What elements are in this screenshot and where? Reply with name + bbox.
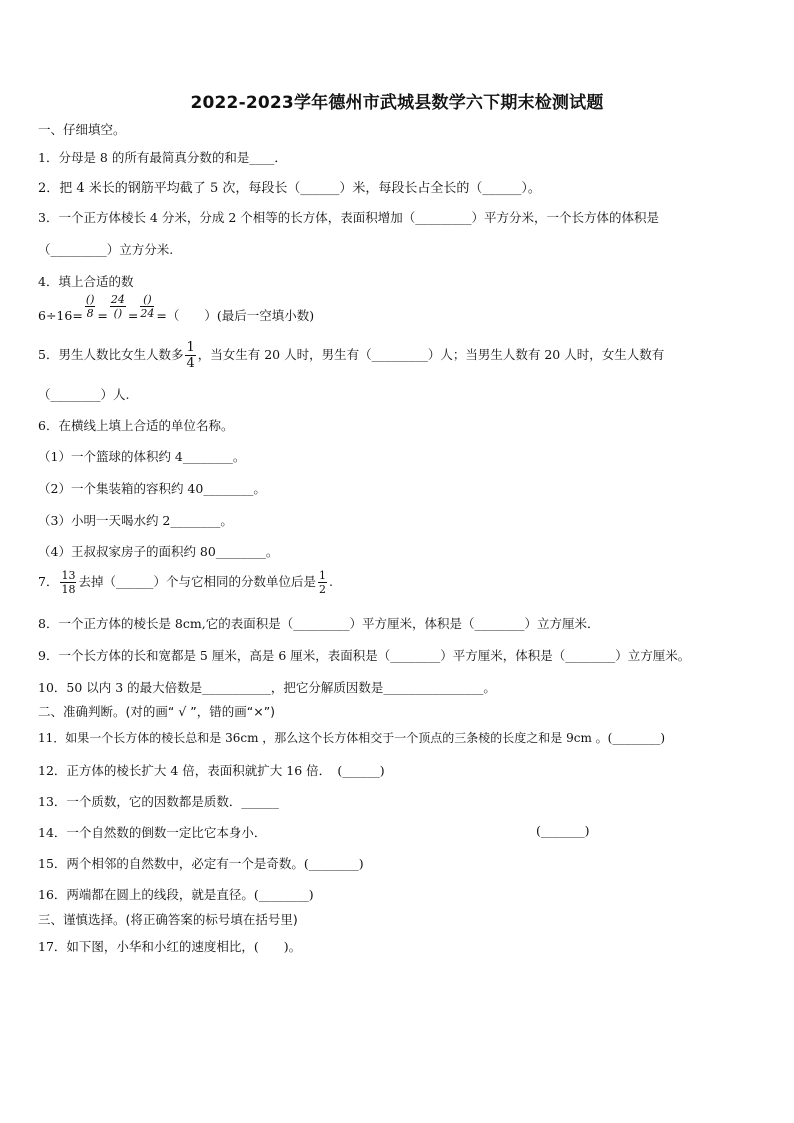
- question-6-part-2: （2）一个集装箱的容积约 40________。: [38, 481, 266, 496]
- q4-fraction-3: [140, 294, 154, 319]
- q4-f3-numerator: (): [140, 294, 154, 307]
- q7-f1-denominator: 18: [61, 583, 76, 596]
- question-8: 8．一个正方体的棱长是 8cm,它的表面积是（_________）平方厘米，体积是（________）立方厘米．: [38, 616, 600, 631]
- q5-numerator: 1: [186, 340, 195, 355]
- q5-fraction: [185, 341, 195, 370]
- q7-f1-numerator: 13: [61, 569, 76, 582]
- question-7: [38, 570, 333, 595]
- q5-prefix: 5．男生人数比女生人数多: [38, 347, 184, 362]
- q4-equals-1: =: [97, 308, 108, 323]
- section-multiple-choice: 三、谨慎选择。(将正确答案的标号填在括号里): [38, 912, 298, 927]
- question-6-part-4: （4）王叔叔家房子的面积约 80________。: [38, 544, 279, 559]
- question-13: 13．一个质数，它的因数都是质数．______: [38, 794, 279, 809]
- question-14-answer-blank: (_______): [536, 823, 590, 838]
- question-9: 9．一个长方体的长和宽都是 5 厘米，高是 6 厘米，表面积是（________）平方厘米，体积是（________）立方厘米。: [38, 648, 691, 663]
- q5-denominator: 4: [186, 356, 195, 371]
- q4-f2-numerator: 24: [110, 293, 125, 306]
- q4-f2-denominator: (): [113, 307, 123, 320]
- question-16: 16．两端都在圆上的线段，就是直径。(________): [38, 887, 314, 902]
- q4-equals-2: =: [127, 308, 139, 323]
- page-title: 2022-2023学年德州市武城县数学六下期末检测试题: [190, 93, 604, 113]
- question-4-equation: [38, 293, 315, 323]
- question-6-part-3: （3）小明一天喝水约 2________。: [38, 513, 233, 528]
- question-10: 10．50 以内 3 的最大倍数是___________，把它分解质因数是________________。: [38, 680, 496, 695]
- question-6-part-1: （1）一个篮球的体积约 4________。: [38, 449, 246, 464]
- q7-middle: 去掉（______）个与它相同的分数单位后是: [78, 574, 316, 589]
- q4-suffix: =（ ）(最后一空填小数): [156, 308, 315, 323]
- question-2: 2．把 4 米长的钢筋平均截了 5 次，每段长（______）米，每段长占全长的（______）。: [38, 181, 541, 196]
- q7-suffix: .: [328, 574, 333, 589]
- question-1: 1．分母是 8 的所有最简真分数的和是____．: [38, 150, 287, 165]
- q7-fraction-1: [60, 570, 76, 595]
- q5-suffix: ，当女生有 20 人时，男生有（_________）人；当男生人数有 20 人时，女生人数有: [197, 347, 665, 362]
- question-5-line-2: （________）人.: [38, 387, 130, 402]
- q4-fraction-2: [110, 294, 126, 319]
- q7-f2-numerator: 1: [318, 569, 326, 582]
- question-6: 6．在横线上填上合适的单位名称。: [38, 418, 234, 433]
- q4-f1-numerator: (): [85, 293, 95, 306]
- q7-f2-denominator: 2: [318, 583, 326, 596]
- section-true-false: 二、准确判断。(对的画“ √ ”，错的画“×”): [38, 704, 276, 719]
- q4-f3-denominator: 24: [140, 307, 155, 320]
- question-11: 11．如果一个长方体的棱长总和是 36cm ，那么这个长方体相交于一个顶点的三条棱的长度之和是 9cm 。(________): [38, 731, 665, 745]
- question-5-line-1: [38, 341, 664, 370]
- question-12: 12．正方体的棱长扩大 4 倍，表面积就扩大 16 倍． (______): [38, 763, 385, 778]
- question-3-line-1: 3．一个正方体棱长 4 分米，分成 2 个相等的长方体，表面积增加（_________）平方分米，一个长方体的体积是: [38, 210, 660, 225]
- question-15: 15．两个相邻的自然数中，必定有一个是奇数。(________): [38, 856, 364, 871]
- question-14: 14．一个自然数的倒数一定比它本身小．: [38, 825, 267, 840]
- q4-fraction-1: [85, 294, 96, 319]
- question-3-line-2: （_________）立方分米.: [38, 242, 174, 257]
- question-17: 17．如下图，小华和小红的速度相比，( )。: [38, 939, 302, 954]
- question-4-label: 4．填上合适的数: [38, 274, 134, 289]
- q4-f1-denominator: 8: [86, 307, 94, 320]
- q7-number: 7．: [38, 574, 59, 589]
- q7-fraction-2: [318, 570, 327, 595]
- section-fill-in: 一、仔细填空。: [38, 122, 126, 137]
- q4-prefix: 6÷16=: [38, 308, 83, 323]
